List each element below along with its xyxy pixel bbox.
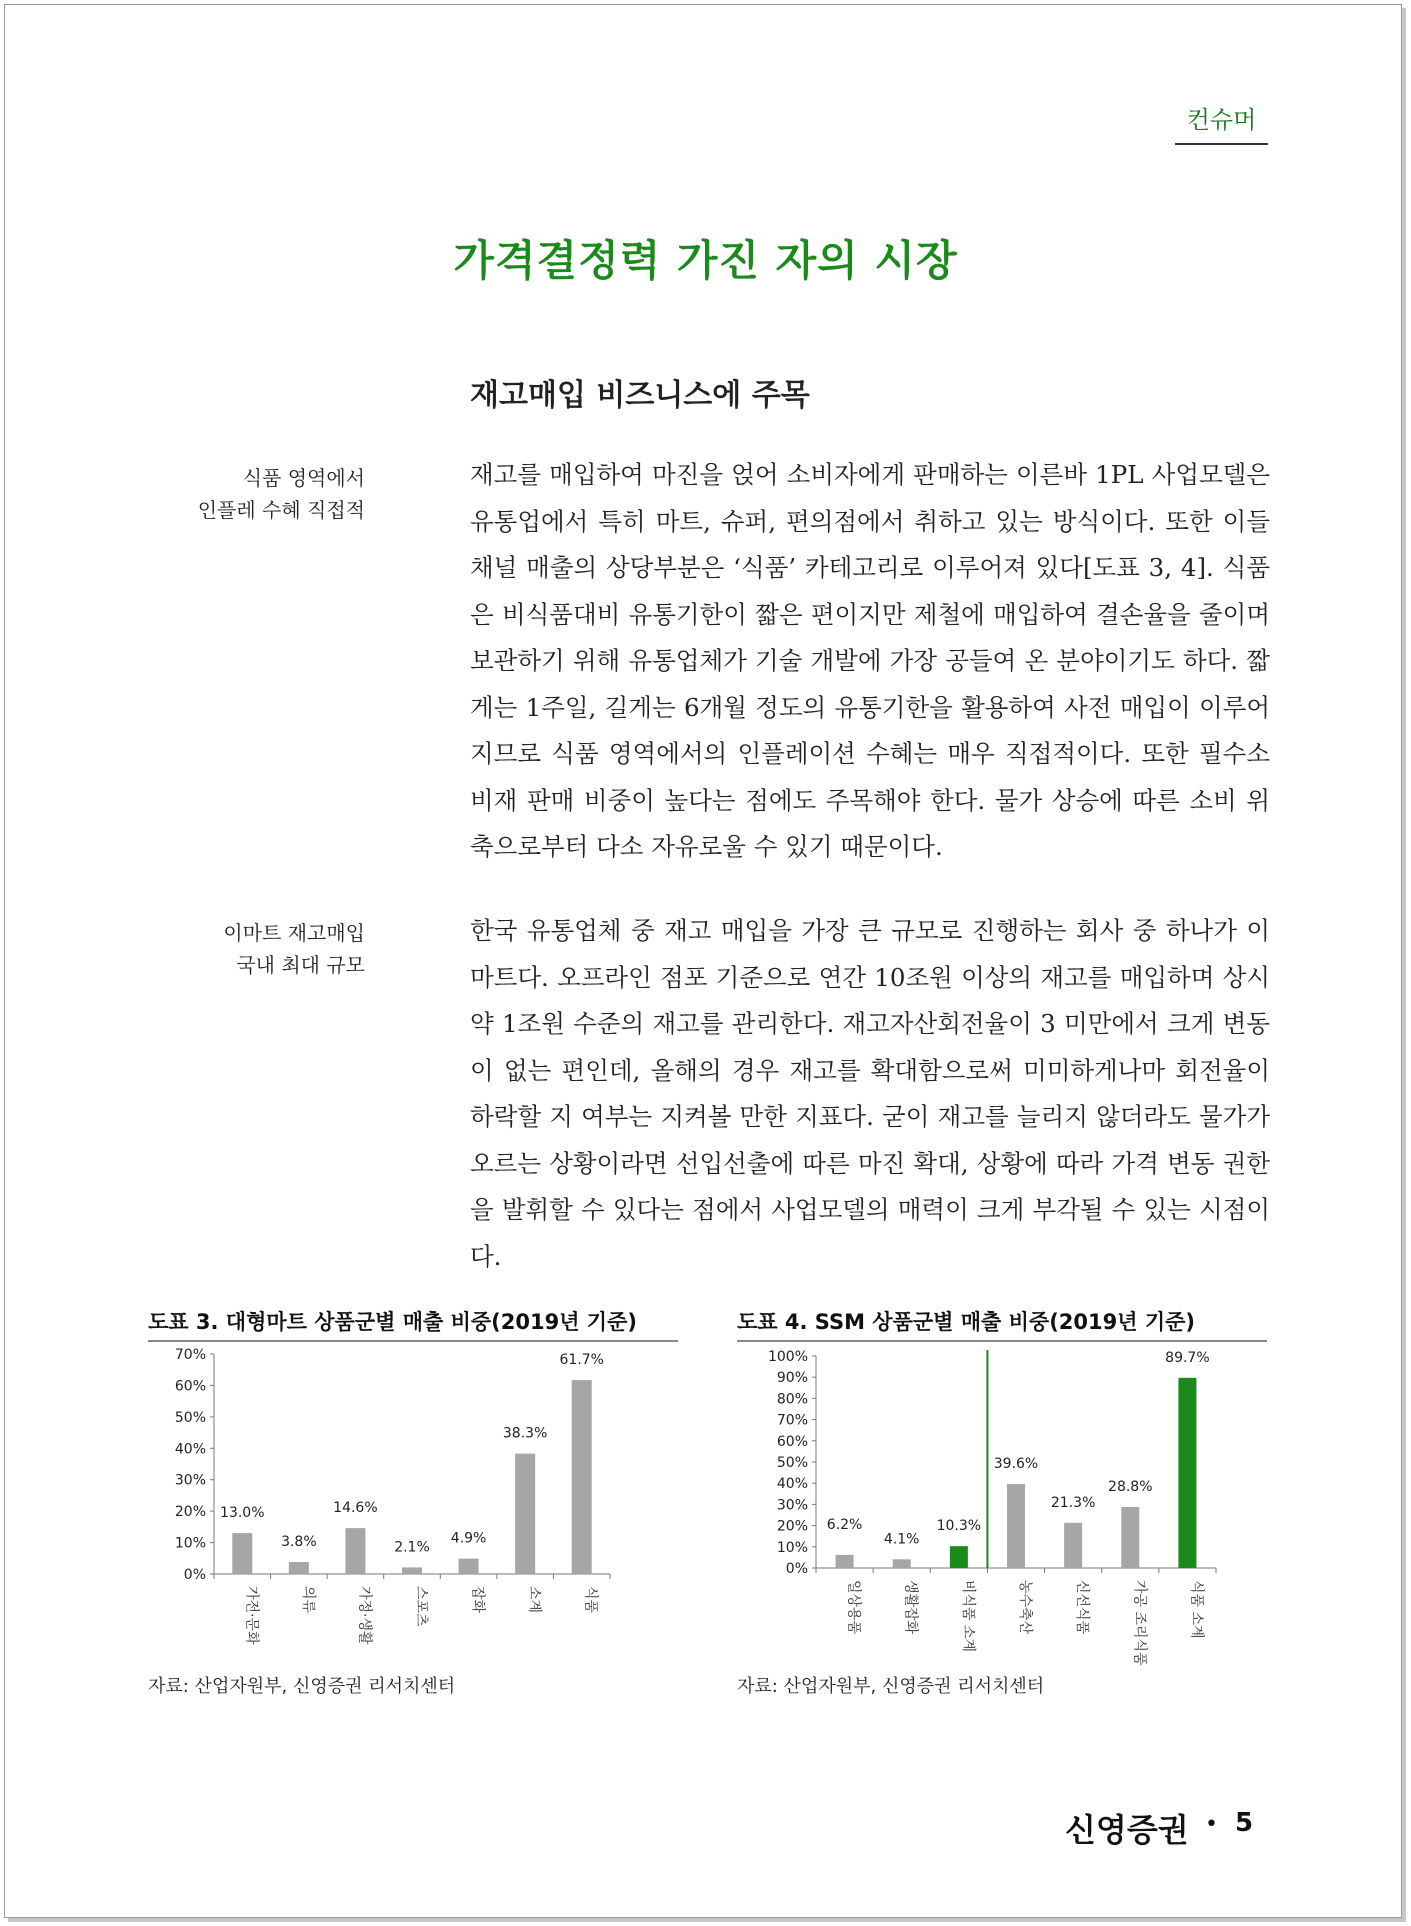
- data-label: 61.7%: [559, 1352, 604, 1369]
- x-tick-label: 가공 조리식품: [1131, 1580, 1148, 1666]
- y-tick-label: 40%: [776, 1476, 808, 1493]
- bar: [950, 1546, 968, 1568]
- data-label: 39.6%: [993, 1456, 1039, 1473]
- data-label: 6.2%: [826, 1516, 863, 1533]
- bar: [1064, 1523, 1082, 1568]
- x-tick-label: 신선식품: [1074, 1580, 1091, 1635]
- data-label: 2.1%: [394, 1539, 430, 1556]
- data-label: 14.6%: [333, 1500, 378, 1517]
- y-tick-label: 80%: [776, 1391, 808, 1408]
- side-note-line: 이마트 재고매입: [223, 921, 365, 945]
- x-tick-label: 의류: [299, 1586, 316, 1614]
- x-tick-label: 스포츠: [413, 1586, 429, 1627]
- x-tick-label: 소계: [526, 1586, 543, 1614]
- y-tick-label: 30%: [174, 1472, 206, 1489]
- x-tick-label: 비식품 소계: [959, 1580, 976, 1653]
- y-tick-label: 10%: [174, 1535, 206, 1552]
- section-tag: 컨슈머: [1175, 100, 1268, 145]
- side-note-line: 국내 최대 규모: [236, 953, 365, 977]
- y-tick-label: 70%: [776, 1412, 808, 1429]
- figure-3-source: 자료: 산업자원부, 신영증권 리서치센터: [148, 1676, 456, 1697]
- bar: [836, 1555, 854, 1568]
- side-note-line: 인플레 수혜 직접적: [197, 498, 365, 522]
- data-label: 4.1%: [883, 1531, 920, 1548]
- y-tick-label: 10%: [776, 1539, 808, 1556]
- page-title: 가격결정력 가진 자의 시장: [453, 236, 958, 285]
- bar: [232, 1533, 252, 1574]
- x-tick-label: 농수축산: [1017, 1580, 1033, 1635]
- y-tick-label: 90%: [776, 1370, 808, 1387]
- y-tick-label: 70%: [174, 1347, 206, 1363]
- body-paragraph-2: 한국 유통업체 중 재고 매입을 가장 큰 규모로 진행하는 회사 중 하나가 이마트다. 오프라인 점포 기준으로 연간 10조원 이상의 재고를 매입하며 상시 약 1조원 수준의 재고를 관리한다. 재고자산회전율이 3 미만에서 크게 변동이 없는 편인데, 올해의 경우 재고를 확대함으로써 미미하게나마 회전율이 하락할 지 여부는 지켜볼 만한 지표다. 굳이 재고를 늘리지 않더라도 물가가 오르는 상황이라면 선입선출에 따른 마진 확대, 상황에 따라 가격 변동 권한을 발휘할 수 있다는 점에서 사업모델의 매력이 크게 부각될 수 있는 시점이다.: [470, 916, 1270, 1271]
- y-tick-label: 0%: [183, 1567, 206, 1583]
- figure-3-chart: [140, 1342, 690, 1672]
- x-tick-label: 일상용품: [845, 1580, 862, 1635]
- bar: [459, 1559, 479, 1574]
- bar: [515, 1454, 535, 1574]
- bar: [402, 1567, 422, 1574]
- y-tick-label: 50%: [174, 1409, 206, 1426]
- x-tick-label: 식품 소계: [1188, 1580, 1205, 1639]
- bar: [893, 1559, 911, 1568]
- x-tick-label: 식품: [582, 1586, 599, 1614]
- y-tick-label: 0%: [785, 1561, 808, 1577]
- brand-logo-text: 신영증권: [1065, 1811, 1189, 1849]
- side-note-2: [150, 917, 365, 981]
- bar: [289, 1562, 309, 1574]
- y-tick-label: 40%: [174, 1441, 206, 1458]
- y-tick-label: 100%: [767, 1349, 808, 1365]
- y-tick-label: 50%: [776, 1455, 808, 1471]
- y-tick-label: 60%: [174, 1378, 206, 1395]
- side-note-line: 식품 영역에서: [242, 466, 365, 490]
- y-tick-label: 30%: [776, 1497, 808, 1514]
- x-tick-label: 가전·문화: [243, 1586, 260, 1645]
- body-paragraph-1: 재고를 매입하여 마진을 얹어 소비자에게 판매하는 이른바 1PL 사업모델은 유통업에서 특히 마트, 슈퍼, 편의점에서 취하고 있는 방식이다. 또한 이들 채널 매출의 상당부분은 ‘식품’ 카테고리로 이루어져 있다[도표 3, 4]. 식품은 비식품대비 유통기한이 짧은 편이지만 제철에 매입하여 결손율을 줄이며 보관하기 위해 유통업체가 기술 개발에 가장 공들여 온 분야이기도 하다. 짧게는 1주일, 길게는 6개월 정도의 유통기한을 활용하여 사전 매입이 이루어지므로 식품 영역에서의 인플레이션 수혜는 매우 직접적이다. 또한 필수소비재 판매 비중이 높다는 점에도 주목해야 한다. 물가 상승에 따른 소비 위축으로부터 다소 자유로울 수 있기 때문이다.: [470, 460, 1270, 861]
- data-label: 3.8%: [281, 1534, 317, 1551]
- data-label: 89.7%: [1165, 1349, 1210, 1366]
- bar: [1178, 1378, 1196, 1568]
- y-tick-label: 20%: [776, 1518, 808, 1535]
- data-label: 28.8%: [1108, 1478, 1153, 1495]
- data-label: 4.9%: [450, 1530, 487, 1547]
- figure-4-chart: [730, 1342, 1280, 1672]
- bar: [572, 1380, 592, 1574]
- figure-4-title: 도표 4. SSM 상품군별 매출 비중(2019년 기준): [737, 1306, 1267, 1342]
- bar: [1007, 1484, 1025, 1568]
- figure-3-title: 도표 3. 대형마트 상품군별 매출 비중(2019년 기준): [148, 1306, 678, 1342]
- data-label: 38.3%: [502, 1425, 548, 1442]
- x-tick-label: 가정·생활: [356, 1586, 373, 1645]
- y-tick-label: 20%: [174, 1504, 206, 1521]
- page-number: 5: [1235, 1808, 1254, 1838]
- x-tick-label: 잡화: [469, 1586, 486, 1614]
- section-subtitle: 재고매입 비즈니스에 주목: [470, 378, 810, 413]
- figure-4-source: 자료: 산업자원부, 신영증권 리서치센터: [737, 1676, 1045, 1697]
- bar: [345, 1528, 365, 1574]
- data-label: 13.0%: [220, 1505, 265, 1522]
- bar: [1121, 1507, 1139, 1568]
- side-note-1: [150, 462, 365, 526]
- data-label: 10.3%: [936, 1518, 982, 1535]
- data-label: 21.3%: [1050, 1494, 1096, 1511]
- footer-separator: •: [1205, 1812, 1218, 1837]
- x-tick-label: 생활잡화: [902, 1580, 919, 1635]
- y-tick-label: 60%: [776, 1433, 808, 1450]
